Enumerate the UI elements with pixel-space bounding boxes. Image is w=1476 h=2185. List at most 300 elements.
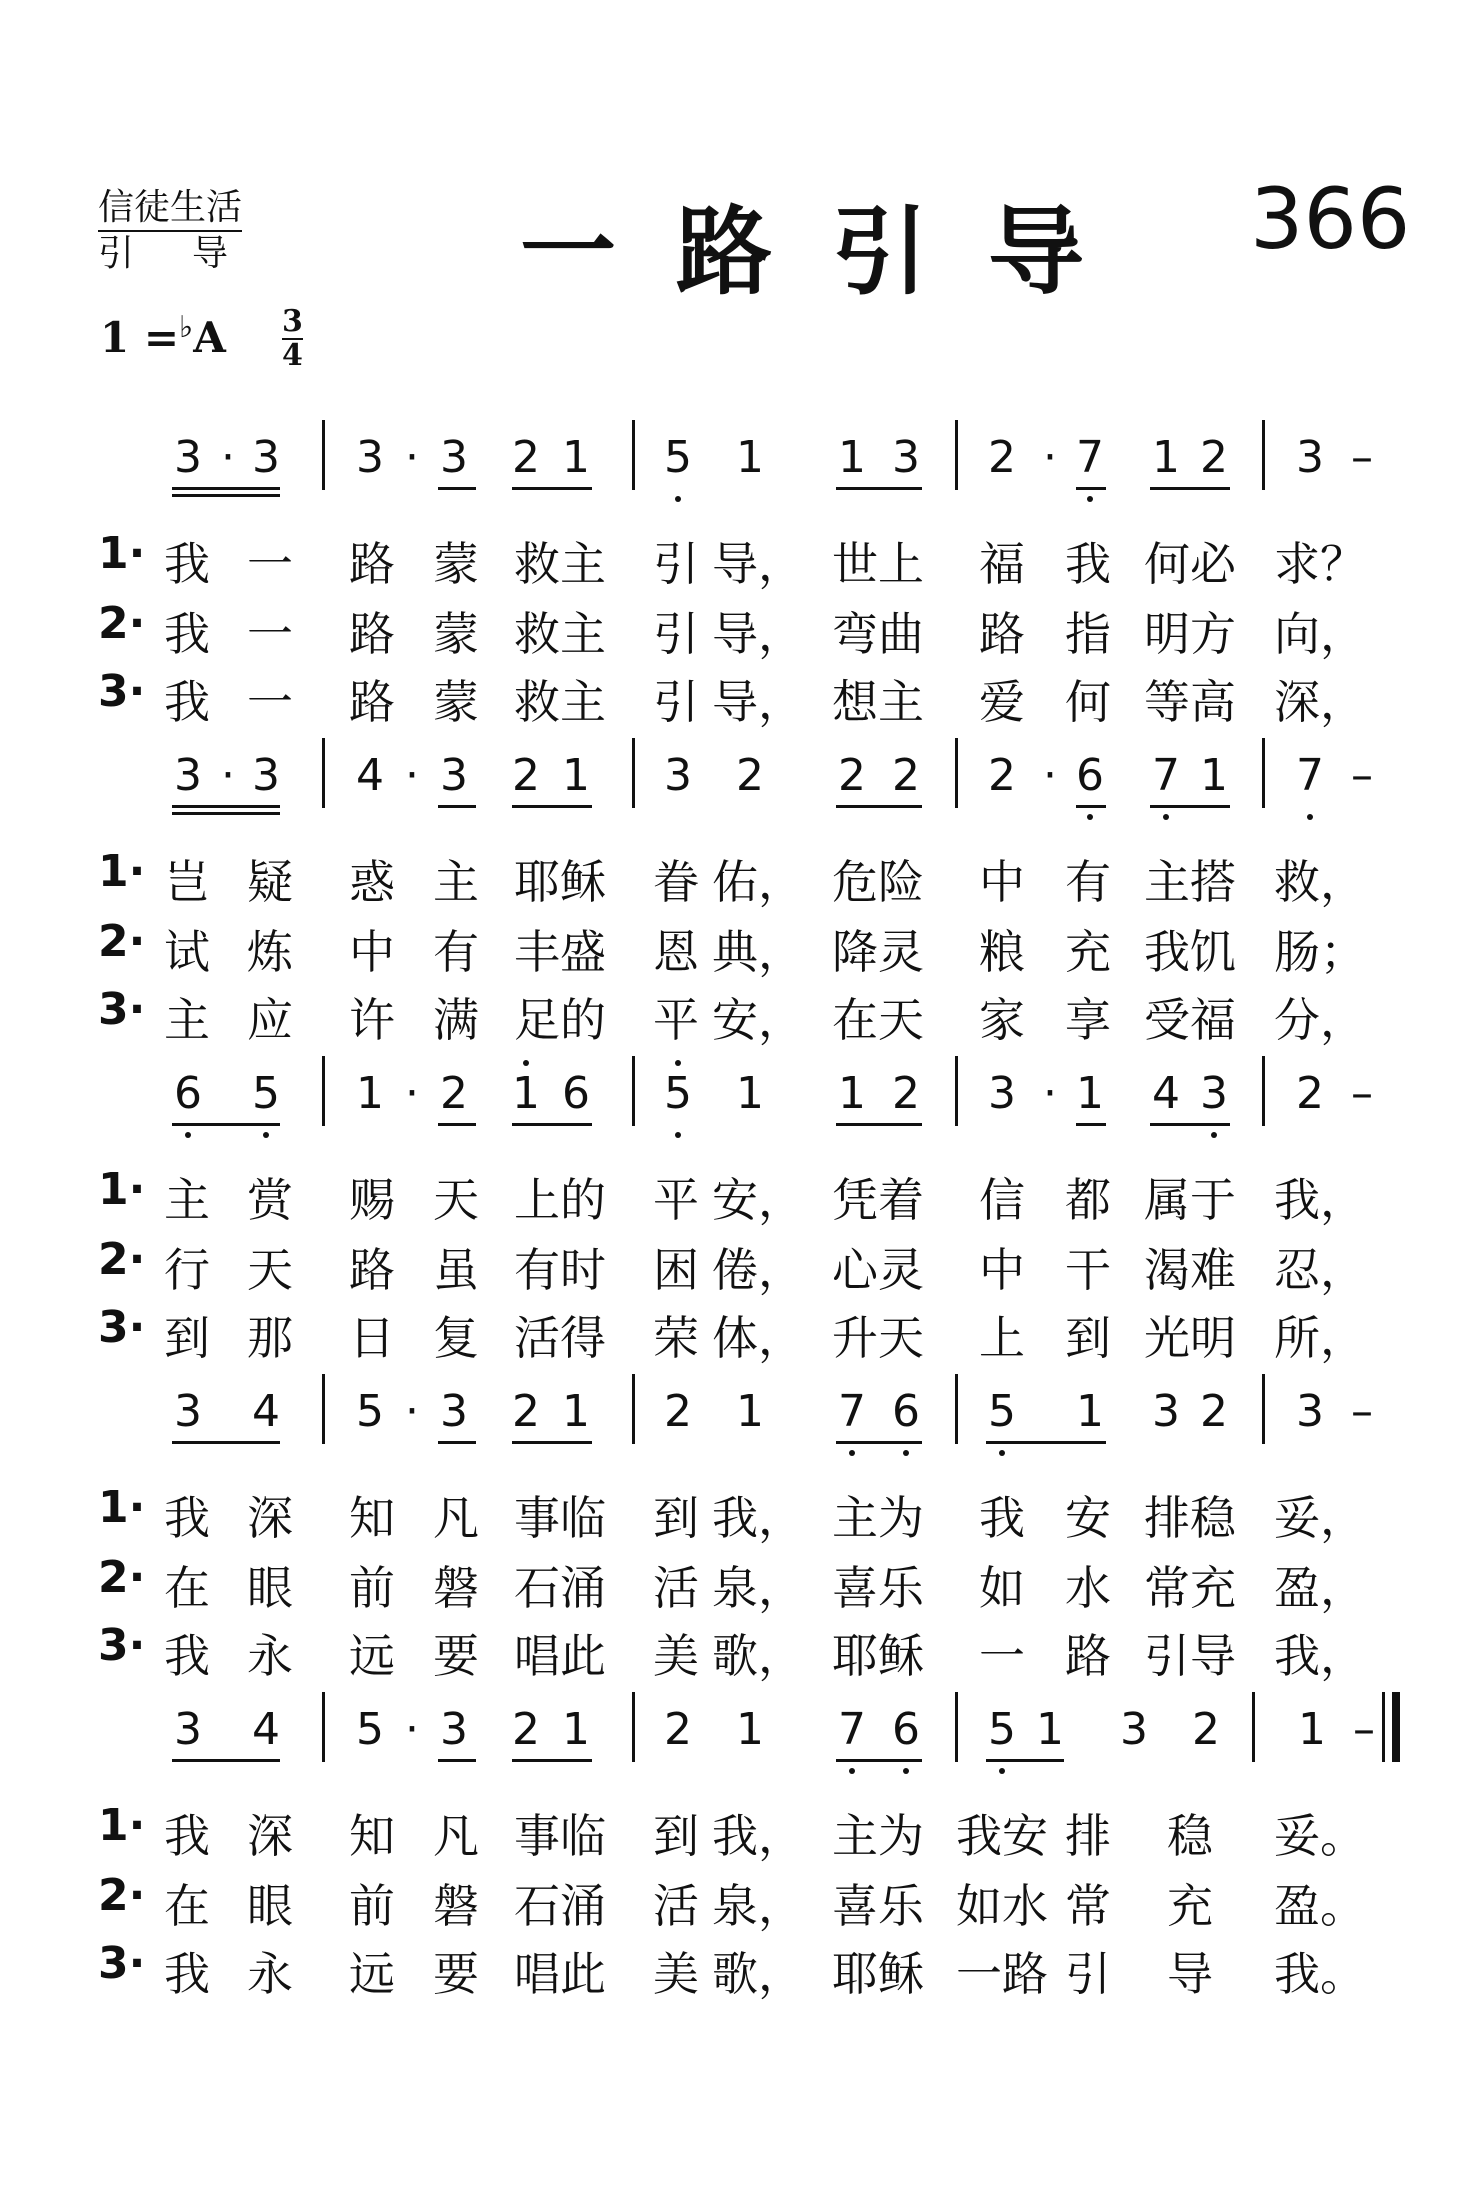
lyric-syllable: 一 [247, 537, 293, 591]
lyric-syllable: 充 [1167, 1879, 1213, 1933]
lyric-syllable: 妥。 [1274, 1809, 1366, 1863]
lyric-syllable: 救主 [514, 675, 606, 729]
bar-line [1252, 1692, 1255, 1762]
bar-line [322, 738, 325, 808]
lyric-syllable: 疑 [247, 855, 293, 909]
note: 7 [1296, 750, 1324, 801]
lyric-syllable: 有 [433, 925, 479, 979]
lyric-syllable: 光明 [1144, 1311, 1236, 1365]
lyric-syllable: 眼 [247, 1879, 293, 1933]
note: 3 [356, 432, 384, 483]
verse-number: 2· [98, 916, 146, 967]
bar-line [322, 420, 325, 490]
beam-underline [1076, 1123, 1106, 1126]
melody-line [0, 1682, 1476, 1792]
note: 3 [440, 750, 468, 801]
lyric-syllable: 主搭 [1144, 855, 1236, 909]
lyric-syllable: 安， [712, 993, 804, 1047]
note: 2 [1200, 1386, 1228, 1437]
verse-number: 3· [98, 1620, 146, 1671]
beam-underline [172, 812, 280, 815]
note: 4 [252, 1704, 280, 1755]
lyric-syllable: 磐 [433, 1879, 479, 1933]
lyric-syllable: 永 [247, 1947, 293, 2001]
time-bottom: 4 [282, 338, 303, 373]
dot-duration: · [405, 1386, 419, 1437]
lyric-syllable: 属于 [1144, 1173, 1236, 1227]
dash-duration: – [1351, 750, 1373, 801]
lyric-syllable: 妥， [1274, 1491, 1366, 1545]
lyric-line-verse-2 [0, 1552, 1476, 1615]
verse-number: 2· [98, 598, 146, 649]
beam-underline [836, 805, 922, 808]
lyric-syllable: 我饥 [1144, 925, 1236, 979]
lyric-syllable: 到 [1065, 1311, 1111, 1365]
bar-line [322, 1374, 325, 1444]
lyric-syllable: 稳 [1167, 1809, 1213, 1863]
lyric-line-verse-1 [0, 846, 1476, 909]
lyric-syllable: 眼 [247, 1561, 293, 1615]
lyric-syllable: 我 [979, 1491, 1025, 1545]
note: 3 [440, 1386, 468, 1437]
note: 5 [664, 432, 692, 483]
note: 3 [988, 1068, 1016, 1119]
lyric-syllable: 平 [653, 993, 699, 1047]
lyric-syllable: 路 [1065, 1629, 1111, 1683]
lyric-line-verse-3 [0, 1620, 1476, 1683]
lyric-syllable: 救主 [514, 537, 606, 591]
lyric-syllable: 我， [712, 1809, 804, 1863]
lyric-syllable: 一 [247, 675, 293, 729]
lyric-syllable: 我 [164, 1809, 210, 1863]
flat-sign: ♭ [179, 310, 194, 345]
lyric-syllable: 石涌 [514, 1561, 606, 1615]
beam-underline [836, 1441, 922, 1444]
melody-line [0, 1046, 1476, 1156]
lyric-syllable: 有 [1065, 855, 1111, 909]
lyric-syllable: 我安 [956, 1809, 1048, 1863]
note: 3 [664, 750, 692, 801]
lyric-syllable: 困 [653, 1243, 699, 1297]
lyric-line-verse-1 [0, 1482, 1476, 1545]
lyric-line-verse-2 [0, 598, 1476, 661]
lyric-syllable: 导， [712, 675, 804, 729]
lyric-syllable: 心灵 [832, 1243, 924, 1297]
lyric-syllable: 引 [1065, 1947, 1111, 2001]
lyric-syllable: 家 [979, 993, 1025, 1047]
bar-line [632, 1692, 635, 1762]
note: 3 [1120, 1704, 1148, 1755]
note: 5 [988, 1704, 1016, 1755]
lyric-syllable: 盈。 [1274, 1879, 1366, 1933]
note: 2 [892, 750, 920, 801]
note: 1 [1076, 1068, 1104, 1119]
lyric-syllable: 事临 [514, 1809, 606, 1863]
bar-line [1382, 1692, 1385, 1762]
time-top: 3 [282, 304, 303, 339]
beam-underline [986, 1759, 1064, 1762]
beam-underline [1076, 487, 1106, 490]
lyric-syllable: 如 [979, 1561, 1025, 1615]
note: 1 [1076, 1386, 1104, 1437]
octave-dot [523, 1060, 529, 1066]
octave-dot [185, 1132, 191, 1138]
beam-underline [836, 487, 922, 490]
lyric-syllable: 炼 [247, 925, 293, 979]
note: 5 [988, 1386, 1016, 1437]
dash-duration: – [1351, 1386, 1373, 1437]
lyric-syllable: 我 [164, 1491, 210, 1545]
lyric-syllable: 远 [349, 1947, 395, 2001]
lyric-syllable: 活得 [514, 1311, 606, 1365]
hymn-number: 366 [1250, 170, 1411, 268]
lyric-syllable: 排 [1065, 1809, 1111, 1863]
category-label [98, 186, 286, 276]
lyric-syllable: 明方 [1144, 607, 1236, 661]
lyric-syllable: 忍， [1274, 1243, 1366, 1297]
dot-duration: · [1043, 750, 1057, 801]
lyric-syllable: 活 [653, 1561, 699, 1615]
lyric-syllable: 何必 [1144, 537, 1236, 591]
note: 1 [736, 1386, 764, 1437]
time-signature [282, 306, 303, 372]
lyric-syllable: 耶稣 [832, 1947, 924, 2001]
note: 1 [356, 1068, 384, 1119]
verse-number: 3· [98, 666, 146, 717]
beam-underline [512, 1759, 592, 1762]
note: 5 [356, 1704, 384, 1755]
lyric-syllable: 平 [653, 1173, 699, 1227]
lyric-syllable: 我 [1065, 537, 1111, 591]
beam-underline [438, 1759, 476, 1762]
lyric-syllable: 唱此 [514, 1629, 606, 1683]
note: 1 [1152, 432, 1180, 483]
note: 1 [512, 1068, 540, 1119]
octave-dot [675, 1060, 681, 1066]
lyric-syllable: 救， [1274, 855, 1366, 909]
beam-underline [172, 805, 280, 808]
music-system [0, 728, 1476, 1047]
octave-dot [675, 496, 681, 502]
lyric-syllable: 日 [349, 1311, 395, 1365]
beam-underline [438, 1123, 476, 1126]
lyric-syllable: 世上 [832, 537, 924, 591]
lyric-line-verse-2 [0, 1870, 1476, 1933]
note: 1 [736, 432, 764, 483]
note: 2 [988, 750, 1016, 801]
note: 1 [838, 432, 866, 483]
lyric-syllable: 引 [653, 537, 699, 591]
bar-line [1262, 1374, 1265, 1444]
dot-duration: · [221, 432, 235, 483]
dot-duration: · [405, 1704, 419, 1755]
note: 1 [1298, 1704, 1326, 1755]
verse-number: 1· [98, 1164, 146, 1215]
lyric-syllable: 渴难 [1144, 1243, 1236, 1297]
dot-duration: · [1043, 1068, 1057, 1119]
dash-duration: – [1351, 1068, 1373, 1119]
bar-line [955, 738, 958, 808]
lyric-syllable: 知 [349, 1491, 395, 1545]
verse-number: 2· [98, 1234, 146, 1285]
lyric-syllable: 弯曲 [832, 607, 924, 661]
lyric-syllable: 导， [712, 607, 804, 661]
octave-dot [1211, 1132, 1217, 1138]
lyric-syllable: 我 [164, 537, 210, 591]
octave-dot [849, 1768, 855, 1774]
key-note: A [193, 313, 226, 362]
lyric-syllable: 安， [712, 1173, 804, 1227]
lyric-syllable: 升天 [832, 1311, 924, 1365]
octave-dot [1307, 814, 1313, 820]
beam-underline [836, 1123, 922, 1126]
lyric-syllable: 天 [247, 1243, 293, 1297]
lyric-line-verse-1 [0, 1164, 1476, 1227]
note: 6 [1076, 750, 1104, 801]
verse-number: 1· [98, 528, 146, 579]
lyric-syllable: 前 [349, 1561, 395, 1615]
beam-underline [438, 805, 476, 808]
note: 4 [1152, 1068, 1180, 1119]
lyric-syllable: 美 [653, 1947, 699, 2001]
lyric-line-verse-1 [0, 1800, 1476, 1863]
category-line1: 信徒生活 [98, 186, 242, 232]
dot-duration: · [221, 750, 235, 801]
bar-line [1262, 1056, 1265, 1126]
bar-line [632, 1374, 635, 1444]
beam-underline [172, 494, 280, 497]
beam-underline [438, 487, 476, 490]
lyric-syllable: 主为 [832, 1491, 924, 1545]
verse-number: 3· [98, 1938, 146, 1989]
lyric-syllable: 上 [979, 1311, 1025, 1365]
category-line2: 引导 [98, 233, 287, 274]
lyric-syllable: 倦， [712, 1243, 804, 1297]
beam-underline [986, 1441, 1106, 1444]
key-prefix: 1 = [100, 313, 180, 362]
key-signature [100, 310, 226, 362]
lyric-syllable: 危险 [832, 855, 924, 909]
note: 1 [838, 1068, 866, 1119]
lyric-syllable: 足的 [514, 993, 606, 1047]
beam-underline [512, 805, 592, 808]
lyric-syllable: 常 [1065, 1879, 1111, 1933]
note: 2 [664, 1386, 692, 1437]
beam-underline [172, 1123, 280, 1126]
verse-number: 1· [98, 846, 146, 897]
melody-line [0, 1364, 1476, 1474]
bar-line [322, 1056, 325, 1126]
lyric-syllable: 虽 [433, 1243, 479, 1297]
lyric-syllable: 我， [1274, 1629, 1366, 1683]
dot-duration: · [405, 750, 419, 801]
bar-line [632, 1056, 635, 1126]
note: 3 [174, 1386, 202, 1437]
note: 1 [736, 1704, 764, 1755]
lyric-syllable: 导 [1167, 1947, 1213, 2001]
lyric-syllable: 救主 [514, 607, 606, 661]
lyric-syllable: 一 [247, 607, 293, 661]
note: 3 [892, 432, 920, 483]
lyric-syllable: 指 [1065, 607, 1111, 661]
bar-line [1262, 738, 1265, 808]
music-system [0, 1682, 1476, 2001]
lyric-syllable: 活 [653, 1879, 699, 1933]
lyric-syllable: 深 [247, 1809, 293, 1863]
lyric-syllable: 体， [712, 1311, 804, 1365]
verse-number: 3· [98, 1302, 146, 1353]
lyric-syllable: 耶稣 [832, 1629, 924, 1683]
octave-dot [903, 1768, 909, 1774]
lyric-syllable: 许 [349, 993, 395, 1047]
lyric-line-verse-2 [0, 1234, 1476, 1297]
lyric-syllable: 喜乐 [832, 1879, 924, 1933]
lyric-syllable: 歌， [712, 1629, 804, 1683]
lyric-syllable: 泉， [712, 1561, 804, 1615]
note: 4 [356, 750, 384, 801]
lyric-syllable: 路 [979, 607, 1025, 661]
note: 5 [252, 1068, 280, 1119]
lyric-syllable: 磐 [433, 1561, 479, 1615]
music-system [0, 1364, 1476, 1683]
lyric-syllable: 都 [1065, 1173, 1111, 1227]
lyric-syllable: 排稳 [1144, 1491, 1236, 1545]
lyric-syllable: 深 [247, 1491, 293, 1545]
lyric-syllable: 引导 [1144, 1629, 1236, 1683]
lyric-line-verse-3 [0, 1938, 1476, 2001]
lyric-syllable: 主为 [832, 1809, 924, 1863]
lyric-syllable: 路 [349, 1243, 395, 1297]
note: 2 [988, 432, 1016, 483]
lyric-syllable: 分， [1274, 993, 1366, 1047]
note: 5 [356, 1386, 384, 1437]
bar-line [632, 738, 635, 808]
beam-underline [1150, 805, 1230, 808]
lyric-syllable: 路 [349, 537, 395, 591]
lyric-syllable: 引 [653, 675, 699, 729]
lyric-syllable: 福 [979, 537, 1025, 591]
lyric-syllable: 到 [164, 1311, 210, 1365]
note: 3 [440, 432, 468, 483]
lyric-syllable: 主 [164, 993, 210, 1047]
lyric-syllable: 何 [1065, 675, 1111, 729]
bar-line [955, 420, 958, 490]
lyric-syllable: 赏 [247, 1173, 293, 1227]
lyric-syllable: 求？ [1274, 537, 1366, 591]
lyric-syllable: 佑， [712, 855, 804, 909]
lyric-syllable: 我， [1274, 1173, 1366, 1227]
verse-number: 1· [98, 1482, 146, 1533]
lyric-syllable: 凭着 [832, 1173, 924, 1227]
note: 7 [838, 1386, 866, 1437]
melody-line [0, 410, 1476, 520]
note: 1 [1036, 1704, 1064, 1755]
lyric-syllable: 行 [164, 1243, 210, 1297]
beam-underline [512, 1123, 592, 1126]
note: 2 [892, 1068, 920, 1119]
lyric-syllable: 受福 [1144, 993, 1236, 1047]
octave-dot [263, 1132, 269, 1138]
lyric-syllable: 肠； [1274, 925, 1366, 979]
lyric-syllable: 导， [712, 537, 804, 591]
lyric-syllable: 干 [1065, 1243, 1111, 1297]
lyric-syllable: 上的 [514, 1173, 606, 1227]
beam-underline [172, 487, 280, 490]
lyric-syllable: 远 [349, 1629, 395, 1683]
note: 5 [664, 1068, 692, 1119]
lyric-syllable: 蒙 [433, 675, 479, 729]
lyric-syllable: 主 [433, 855, 479, 909]
lyric-syllable: 到 [653, 1809, 699, 1863]
dash-duration: – [1351, 432, 1373, 483]
lyric-syllable: 中 [979, 1243, 1025, 1297]
lyric-syllable: 水 [1065, 1561, 1111, 1615]
lyric-syllable: 典， [712, 925, 804, 979]
lyric-syllable: 如水 [956, 1879, 1048, 1933]
note: 3 [174, 432, 202, 483]
lyric-syllable: 我 [164, 1947, 210, 2001]
beam-underline [512, 487, 592, 490]
note: 1 [562, 1704, 590, 1755]
lyric-syllable: 应 [247, 993, 293, 1047]
note: 7 [838, 1704, 866, 1755]
note: 2 [1296, 1068, 1324, 1119]
lyric-syllable: 美 [653, 1629, 699, 1683]
lyric-syllable: 试 [164, 925, 210, 979]
lyric-syllable: 喜乐 [832, 1561, 924, 1615]
beam-underline [438, 1441, 476, 1444]
note: 2 [1200, 432, 1228, 483]
note: 6 [892, 1386, 920, 1437]
lyric-syllable: 赐 [349, 1173, 395, 1227]
lyric-syllable: 盈， [1274, 1561, 1366, 1615]
lyric-syllable: 复 [433, 1311, 479, 1365]
lyric-syllable: 所， [1274, 1311, 1366, 1365]
music-system [0, 1046, 1476, 1365]
note: 2 [1192, 1704, 1220, 1755]
lyric-syllable: 要 [433, 1947, 479, 2001]
dot-duration: · [405, 1068, 419, 1119]
lyric-syllable: 泉， [712, 1879, 804, 1933]
note: 6 [562, 1068, 590, 1119]
beam-underline [1150, 1123, 1230, 1126]
lyric-syllable: 一路 [956, 1947, 1048, 2001]
lyric-syllable: 爱 [979, 675, 1025, 729]
bar-line [1392, 1692, 1400, 1762]
verse-number: 2· [98, 1552, 146, 1603]
note: 3 [252, 750, 280, 801]
note: 3 [1200, 1068, 1228, 1119]
bar-line [322, 1692, 325, 1762]
lyric-syllable: 知 [349, 1809, 395, 1863]
lyric-syllable: 蒙 [433, 607, 479, 661]
lyric-syllable: 我 [164, 1629, 210, 1683]
lyric-syllable: 在天 [832, 993, 924, 1047]
lyric-syllable: 我， [712, 1491, 804, 1545]
bar-line [1262, 420, 1265, 490]
lyric-line-verse-3 [0, 666, 1476, 729]
dot-duration: · [405, 432, 419, 483]
note: 1 [562, 432, 590, 483]
music-system [0, 410, 1476, 729]
octave-dot [1163, 814, 1169, 820]
lyric-syllable: 荣 [653, 1311, 699, 1365]
octave-dot [999, 1450, 1005, 1456]
lyric-syllable: 凡 [433, 1809, 479, 1863]
lyric-syllable: 事临 [514, 1491, 606, 1545]
note: 2 [838, 750, 866, 801]
lyric-syllable: 我。 [1274, 1947, 1366, 2001]
